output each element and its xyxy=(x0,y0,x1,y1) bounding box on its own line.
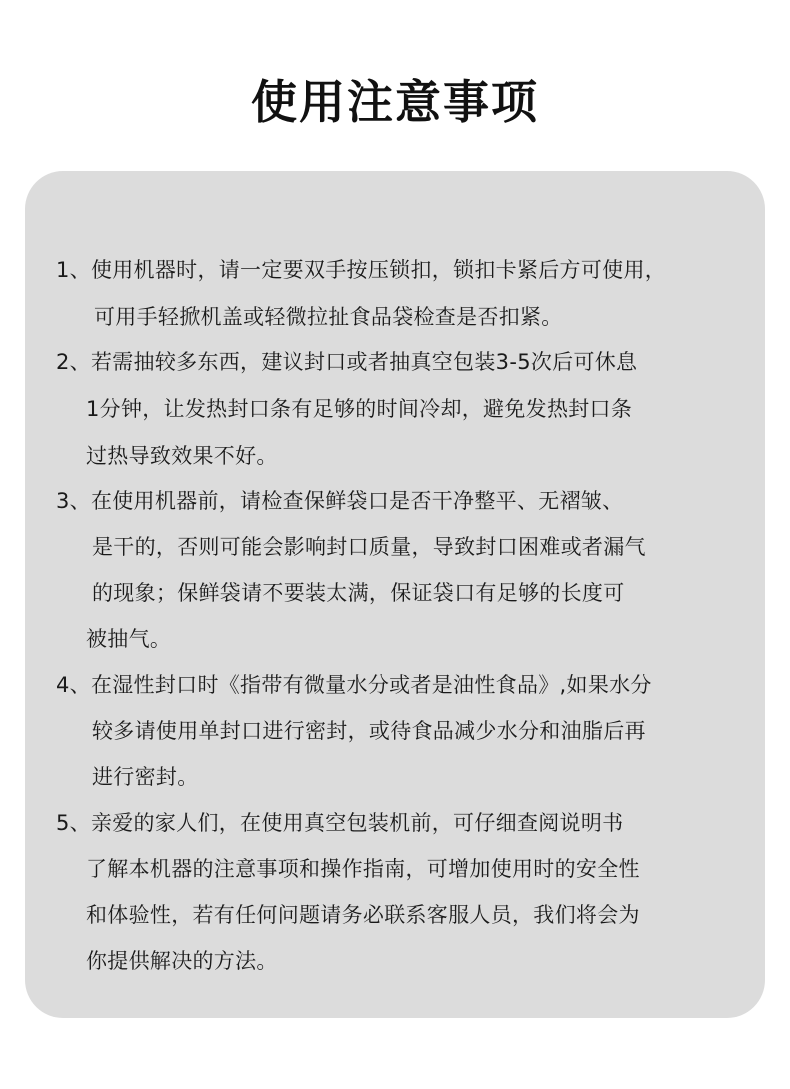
item-5-line-2: 了解本机器的注意事项和操作指南，可增加使用时的安全性 xyxy=(86,857,640,881)
item-5-line-4: 你提供解决的方法。 xyxy=(86,949,278,973)
item-4-line-1: 4、在湿性封口时《指带有微量水分或者是油性食品》,如果水分 xyxy=(56,673,652,697)
item-2-line-1: 2、若需抽较多东西，建议封口或者抽真空包装3-5次后可休息 xyxy=(56,350,638,374)
item-2-line-3: 过热导致效果不好。 xyxy=(86,444,278,468)
item-3-line-2: 是干的，否则可能会影响封口质量，导致封口困难或者漏气 xyxy=(92,535,646,559)
item-2-line-2: 1分钟，让发热封口条有足够的时间冷却，避免发热封口条 xyxy=(86,397,633,421)
item-5-line-1: 5、亲爱的家人们，在使用真空包装机前，可仔细查阅说明书 xyxy=(56,811,624,835)
item-5-line-3: 和体验性，若有任何问题请务必联系客服人员，我们将会为 xyxy=(86,903,640,927)
item-3-line-4: 被抽气。 xyxy=(86,627,172,651)
item-3-line-1: 3、在使用机器前，请检查保鲜袋口是否干净整平、无褶皱、 xyxy=(56,489,624,513)
item-3-line-3: 的现象；保鲜袋请不要装太满，保证袋口有足够的长度可 xyxy=(92,581,625,605)
page-title: 使用注意事项 xyxy=(251,75,539,129)
item-4-line-2: 较多请使用单封口进行密封，或待食品减少水分和油脂后再 xyxy=(92,719,646,743)
item-1-line-1: 1、使用机器时，请一定要双手按压锁扣，锁扣卡紧后方可使用， xyxy=(56,258,667,282)
item-4-line-3: 进行密封。 xyxy=(92,765,199,789)
item-1-line-2: 可用手轻掀机盖或轻微拉扯食品袋检查是否扣紧。 xyxy=(94,305,563,329)
